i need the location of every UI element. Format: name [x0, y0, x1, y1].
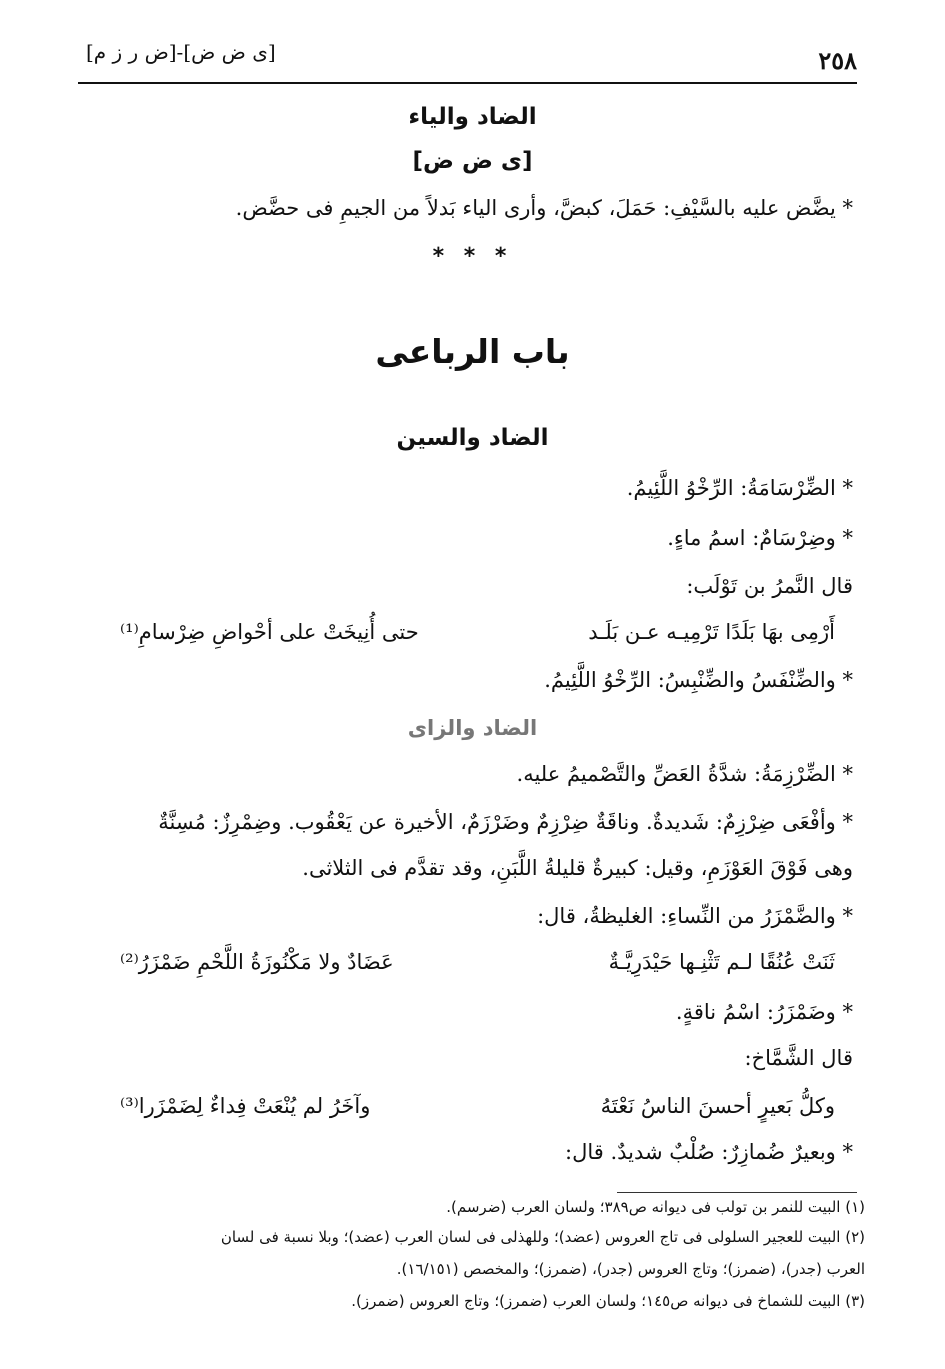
footnote: (٣) البيت للشماخ فى ديوانه ص١٤٥؛ ولسان العرب (ضمرز)؛ وتاج العروس (ضمرز).	[351, 1292, 865, 1310]
entry-line: قال الشَّمَّاخ:	[744, 1046, 853, 1070]
entry-line: * والضَّمْزَرُ من النِّساءِ: الغليظةُ، قال:	[537, 904, 853, 928]
page-number: ٢٥٨	[818, 46, 857, 75]
page-header	[78, 36, 857, 84]
entry-line: * وضَمْزَرُ: اسْمُ ناقةٍ.	[675, 1000, 853, 1024]
verse	[120, 950, 835, 984]
entry-line: * وضِرْسَامٌ: اسمُ ماءٍ.	[667, 526, 853, 550]
entry-line: * يضَّض عليه بالسَّيْفِ: حَمَلَ، كبضَّ، وأرى الياء بَدلاً من الجيمِ فى حضَّض.	[235, 196, 853, 220]
verse-hemistich-first: أَرْمِى بهَا بَلَدًا تَرْمِيـه عـن بَلَـد	[588, 620, 835, 644]
verse-hemistich-second: عَضَادٌ ولا مَكْنُوزَةُ اللَّحْمِ ضَمْزَرُ⁽²⁾	[120, 950, 394, 974]
running-head: [ى ض ض]-[ض ر ز م]	[86, 40, 276, 64]
footnote: العرب (جدر)، (ضمرز)؛ وتاج العروس (جدر)، (ضمرز)؛ والمخصص (١٦/١٥١).	[396, 1260, 865, 1278]
chapter-title: باب الرباعى	[375, 332, 570, 371]
entry-line: * وبعيرٌ ضُمازِرٌ: صُلْبٌ شديدٌ. قال:	[565, 1140, 853, 1164]
section-divider: * * *	[432, 244, 513, 269]
section-title-dad-ya: الضاد والياء	[408, 104, 537, 130]
verse-hemistich-first: ثَنَتْ عُنُقًا لـم تَثْنِـها حَيْدَرِيَّـةٌ	[608, 950, 835, 974]
root-heading: [ى ض ض]	[412, 148, 533, 174]
verse-hemistich-second: وآخَرُ لم يُنْعَتْ فِداءٌ لِضَمْزَرا⁽³⁾	[120, 1094, 371, 1118]
section-title-dad-sin: الضاد والسين	[396, 425, 549, 451]
entry-line: * والضِّنْفَسُ والضِّنْبِسُ: الرِّخْوُ اللَّئِيمُ.	[544, 668, 853, 692]
entry-line: * الضِّرْزِمَةُ: شدَّةُ العَضِّ والتَّصْميمُ عليه.	[516, 762, 853, 786]
verse	[120, 620, 835, 654]
footnote: (٢) البيت للعجير السلولى فى تاج العروس (عضد)؛ وللهذلى فى لسان العرب (عضد)؛ وبلا نسبة فى لسان	[220, 1228, 865, 1246]
footnote-rule	[617, 1192, 857, 1193]
entry-line: وهى فَوْقَ العَوْزَمِ، وقيل: كبيرةٌ قليلةُ اللَّبَنِ، وقد تقدَّم فى الثلاثى.	[302, 856, 853, 880]
verse-hemistich-second: حتى أُنِيخَتْ على أحْواضِ ضِرْسامِ⁽¹⁾	[120, 620, 419, 644]
footnote: (١) البيت للنمر بن تولب فى ديوانه ص٣٨٩؛ ولسان العرب (ضرسم).	[446, 1198, 865, 1216]
verse	[120, 1094, 835, 1128]
section-title-dad-zay: الضاد والزاى	[407, 716, 538, 740]
entry-line: * الضِّرْسَامَةُ: الرِّخْوُ اللَّئِيمُ.	[626, 476, 853, 500]
entry-line: * وأفْعَى ضِرْزِمٌ: شَديدةٌ. وناقَةٌ ضِرْزِمٌ وضَرْزَمٌ، الأخيرة عن يَعْقُوب. وضِمْرِزٌ: مُسِنَّةٌ	[158, 810, 853, 834]
verse-hemistich-first: وكلُّ بَعيرٍ أحسنَ الناسُ نَعْتَهُ	[600, 1094, 835, 1118]
entry-line: قال النَّمرُ بن تَوْلَب:	[686, 574, 853, 598]
